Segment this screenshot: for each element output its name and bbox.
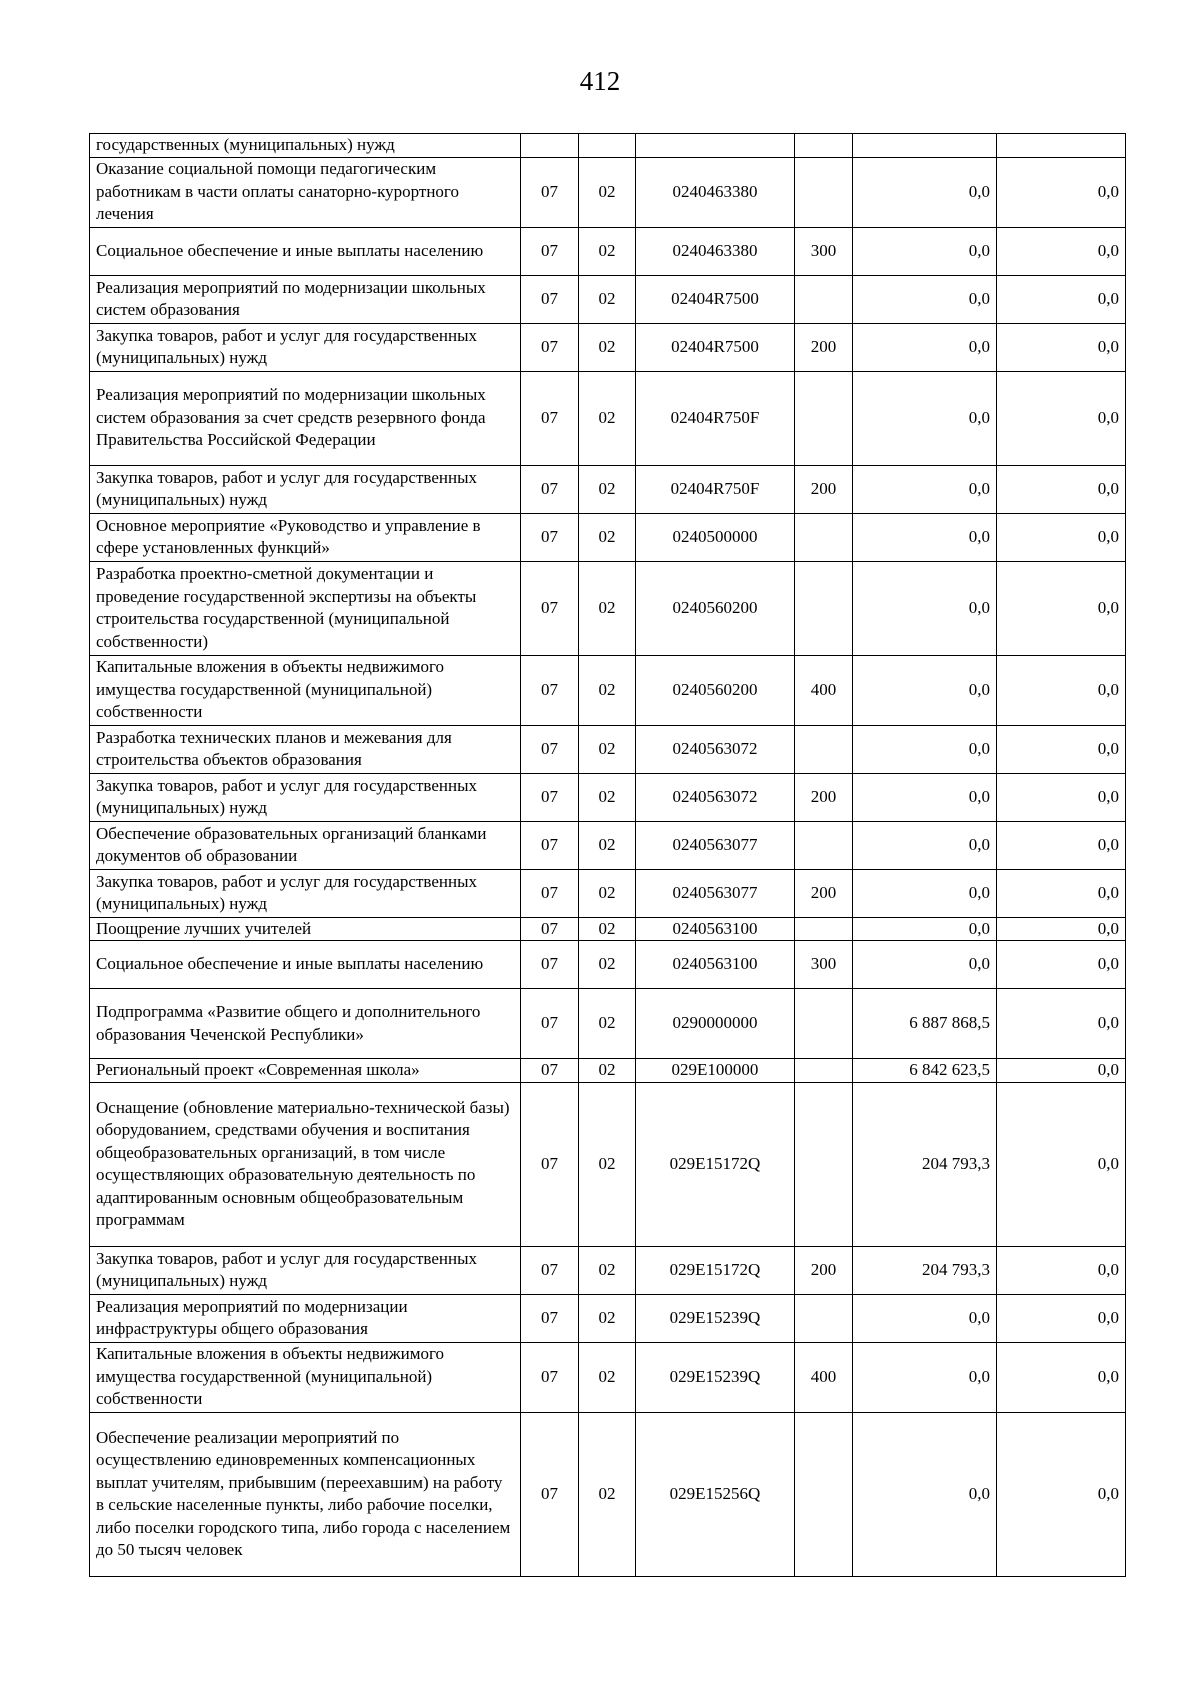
table-row	[90, 513, 1126, 561]
amount-cell-2: 0,0	[997, 513, 1126, 561]
subsection-code-cell: 02	[579, 1294, 636, 1342]
expense-type-cell	[795, 821, 853, 869]
amount-cell-1: 0,0	[853, 371, 997, 465]
expense-name-cell: Оказание социальной помощи педагогическим работникам в части оплаты санаторно-курортного лечения	[90, 157, 521, 227]
amount-cell-2: 0,0	[997, 227, 1126, 275]
expense-type-cell: 300	[795, 227, 853, 275]
subsection-code-cell	[579, 134, 636, 158]
section-code-cell: 07	[521, 1412, 579, 1576]
subsection-code-cell: 02	[579, 821, 636, 869]
table-row	[90, 1412, 1126, 1576]
amount-cell-2	[997, 134, 1126, 158]
subsection-code-cell: 02	[579, 917, 636, 941]
target-article-cell: 0240563100	[636, 917, 795, 941]
subsection-code-cell: 02	[579, 371, 636, 465]
amount-cell-1: 0,0	[853, 513, 997, 561]
amount-cell-2: 0,0	[997, 371, 1126, 465]
expense-name-cell: Закупка товаров, работ и услуг для государственных (муниципальных) нужд	[90, 1246, 521, 1294]
target-article-cell: 0240463380	[636, 227, 795, 275]
amount-cell-1: 0,0	[853, 821, 997, 869]
expense-type-cell	[795, 989, 853, 1059]
section-code-cell: 07	[521, 821, 579, 869]
section-code-cell: 07	[521, 1246, 579, 1294]
expense-name-cell: Оснащение (обновление материально-технической базы) оборудованием, средствами обучения и воспитания общеобразовательных организаций, в том числе осуществляющих образовательную деятельность по адаптированным основным общеобразовательным программам	[90, 1082, 521, 1246]
section-code-cell: 07	[521, 513, 579, 561]
target-article-cell: 029Е15239Q	[636, 1342, 795, 1412]
section-code-cell: 07	[521, 725, 579, 773]
amount-cell-1: 6 887 868,5	[853, 989, 997, 1059]
section-code-cell: 07	[521, 869, 579, 917]
expense-name-cell: Реализация мероприятий по модернизации школьных систем образования	[90, 275, 521, 323]
target-article-cell: 02404R750F	[636, 465, 795, 513]
target-article-cell: 029Е15172Q	[636, 1082, 795, 1246]
subsection-code-cell: 02	[579, 561, 636, 655]
expense-type-cell	[795, 917, 853, 941]
expense-type-cell	[795, 1082, 853, 1246]
amount-cell-2: 0,0	[997, 1342, 1126, 1412]
amount-cell-2: 0,0	[997, 465, 1126, 513]
target-article-cell: 029Е15172Q	[636, 1246, 795, 1294]
amount-cell-1: 204 793,3	[853, 1082, 997, 1246]
amount-cell-2: 0,0	[997, 1294, 1126, 1342]
section-code-cell: 07	[521, 227, 579, 275]
section-code-cell: 07	[521, 275, 579, 323]
table-row	[90, 655, 1126, 725]
amount-cell-1: 0,0	[853, 323, 997, 371]
target-article-cell	[636, 134, 795, 158]
subsection-code-cell: 02	[579, 725, 636, 773]
amount-cell-1: 0,0	[853, 917, 997, 941]
subsection-code-cell: 02	[579, 227, 636, 275]
expense-type-cell	[795, 725, 853, 773]
target-article-cell: 029Е15256Q	[636, 1412, 795, 1576]
target-article-cell: 0290000000	[636, 989, 795, 1059]
table-row	[90, 134, 1126, 158]
subsection-code-cell: 02	[579, 323, 636, 371]
amount-cell-2: 0,0	[997, 821, 1126, 869]
expense-type-cell	[795, 1412, 853, 1576]
section-code-cell: 07	[521, 465, 579, 513]
amount-cell-2: 0,0	[997, 989, 1126, 1059]
subsection-code-cell: 02	[579, 655, 636, 725]
expense-name-cell: Реализация мероприятий по модернизации школьных систем образования за счет средств резервного фонда Правительства Российской Федерации	[90, 371, 521, 465]
expense-type-cell	[795, 157, 853, 227]
subsection-code-cell: 02	[579, 869, 636, 917]
table-row	[90, 561, 1126, 655]
expense-name-cell: государственных (муниципальных) нужд	[90, 134, 521, 158]
table-row	[90, 157, 1126, 227]
table-row	[90, 869, 1126, 917]
amount-cell-1: 0,0	[853, 1342, 997, 1412]
expense-type-cell	[795, 561, 853, 655]
amount-cell-2: 0,0	[997, 1412, 1126, 1576]
amount-cell-1: 0,0	[853, 157, 997, 227]
table-row	[90, 989, 1126, 1059]
page-number: 412	[579, 66, 621, 96]
amount-cell-1: 0,0	[853, 869, 997, 917]
subsection-code-cell: 02	[579, 1059, 636, 1083]
table-row	[90, 371, 1126, 465]
expense-name-cell: Социальное обеспечение и иные выплаты населению	[90, 227, 521, 275]
subsection-code-cell: 02	[579, 1246, 636, 1294]
target-article-cell: 0240560200	[636, 561, 795, 655]
amount-cell-1: 0,0	[853, 1412, 997, 1576]
expense-name-cell: Обеспечение образовательных организаций бланками документов об образовании	[90, 821, 521, 869]
amount-cell-1: 0,0	[853, 465, 997, 513]
table-row	[90, 323, 1126, 371]
amount-cell-2: 0,0	[997, 773, 1126, 821]
budget-table	[89, 133, 1126, 1577]
amount-cell-2: 0,0	[997, 655, 1126, 725]
target-article-cell: 02404R750F	[636, 371, 795, 465]
expense-type-cell	[795, 371, 853, 465]
section-code-cell: 07	[521, 989, 579, 1059]
section-code-cell: 07	[521, 1059, 579, 1083]
section-code-cell	[521, 134, 579, 158]
amount-cell-2: 0,0	[997, 725, 1126, 773]
amount-cell-1: 0,0	[853, 655, 997, 725]
expense-name-cell: Региональный проект «Современная школа»	[90, 1059, 521, 1083]
expense-name-cell: Капитальные вложения в объекты недвижимого имущества государственной (муниципальной) собственности	[90, 655, 521, 725]
section-code-cell: 07	[521, 941, 579, 989]
table-row	[90, 1059, 1126, 1083]
target-article-cell: 0240563077	[636, 821, 795, 869]
expense-name-cell: Основное мероприятие «Руководство и управление в сфере установленных функций»	[90, 513, 521, 561]
expense-type-cell	[795, 1294, 853, 1342]
table-row	[90, 773, 1126, 821]
expense-name-cell: Закупка товаров, работ и услуг для государственных (муниципальных) нужд	[90, 465, 521, 513]
table-row	[90, 1082, 1126, 1246]
expense-type-cell: 200	[795, 465, 853, 513]
expense-type-cell	[795, 275, 853, 323]
section-code-cell: 07	[521, 371, 579, 465]
section-code-cell: 07	[521, 1294, 579, 1342]
expense-type-cell	[795, 134, 853, 158]
table-row	[90, 1294, 1126, 1342]
target-article-cell: 0240463380	[636, 157, 795, 227]
amount-cell-2: 0,0	[997, 1059, 1126, 1083]
subsection-code-cell: 02	[579, 465, 636, 513]
expense-type-cell: 200	[795, 773, 853, 821]
expense-name-cell: Поощрение лучших учителей	[90, 917, 521, 941]
table-row	[90, 227, 1126, 275]
amount-cell-2: 0,0	[997, 1246, 1126, 1294]
table-row	[90, 1246, 1126, 1294]
amount-cell-1: 6 842 623,5	[853, 1059, 997, 1083]
subsection-code-cell: 02	[579, 941, 636, 989]
expense-name-cell: Подпрограмма «Развитие общего и дополнительного образования Чеченской Республики»	[90, 989, 521, 1059]
amount-cell-1: 0,0	[853, 1294, 997, 1342]
table-row	[90, 465, 1126, 513]
subsection-code-cell: 02	[579, 157, 636, 227]
amount-cell-2: 0,0	[997, 869, 1126, 917]
section-code-cell: 07	[521, 917, 579, 941]
subsection-code-cell: 02	[579, 989, 636, 1059]
expense-type-cell: 400	[795, 655, 853, 725]
expense-name-cell: Закупка товаров, работ и услуг для государственных (муниципальных) нужд	[90, 323, 521, 371]
expense-name-cell: Реализация мероприятий по модернизации инфраструктуры общего образования	[90, 1294, 521, 1342]
section-code-cell: 07	[521, 323, 579, 371]
target-article-cell: 0240563072	[636, 725, 795, 773]
amount-cell-1: 0,0	[853, 227, 997, 275]
amount-cell-1: 0,0	[853, 561, 997, 655]
subsection-code-cell: 02	[579, 275, 636, 323]
amount-cell-2: 0,0	[997, 561, 1126, 655]
subsection-code-cell: 02	[579, 773, 636, 821]
table-row	[90, 917, 1126, 941]
expense-type-cell: 400	[795, 1342, 853, 1412]
expense-name-cell: Разработка проектно-сметной документации и проведение государственной экспертизы на объекты строительства государственной (муниципальной собственности)	[90, 561, 521, 655]
table-row	[90, 941, 1126, 989]
table-body	[90, 134, 1126, 1577]
amount-cell-2: 0,0	[997, 941, 1126, 989]
section-code-cell: 07	[521, 1082, 579, 1246]
table-row	[90, 821, 1126, 869]
amount-cell-1	[853, 134, 997, 158]
subsection-code-cell: 02	[579, 513, 636, 561]
section-code-cell: 07	[521, 1342, 579, 1412]
expense-name-cell: Разработка технических планов и межевания для строительства объектов образования	[90, 725, 521, 773]
amount-cell-1: 0,0	[853, 941, 997, 989]
table-row	[90, 275, 1126, 323]
expense-name-cell: Капитальные вложения в объекты недвижимого имущества государственной (муниципальной) собственности	[90, 1342, 521, 1412]
section-code-cell: 07	[521, 655, 579, 725]
expense-type-cell	[795, 1059, 853, 1083]
section-code-cell: 07	[521, 157, 579, 227]
amount-cell-2: 0,0	[997, 917, 1126, 941]
amount-cell-2: 0,0	[997, 323, 1126, 371]
target-article-cell: 0240560200	[636, 655, 795, 725]
expense-type-cell	[795, 513, 853, 561]
section-code-cell: 07	[521, 561, 579, 655]
amount-cell-2: 0,0	[997, 275, 1126, 323]
expense-type-cell: 200	[795, 869, 853, 917]
amount-cell-2: 0,0	[997, 1082, 1126, 1246]
amount-cell-2: 0,0	[997, 157, 1126, 227]
table-row	[90, 1342, 1126, 1412]
subsection-code-cell: 02	[579, 1412, 636, 1576]
target-article-cell: 0240563077	[636, 869, 795, 917]
target-article-cell: 0240500000	[636, 513, 795, 561]
expense-name-cell: Закупка товаров, работ и услуг для государственных (муниципальных) нужд	[90, 773, 521, 821]
target-article-cell: 02404R7500	[636, 323, 795, 371]
target-article-cell: 0240563072	[636, 773, 795, 821]
amount-cell-1: 0,0	[853, 773, 997, 821]
subsection-code-cell: 02	[579, 1082, 636, 1246]
amount-cell-1: 0,0	[853, 725, 997, 773]
subsection-code-cell: 02	[579, 1342, 636, 1412]
target-article-cell: 0240563100	[636, 941, 795, 989]
amount-cell-1: 0,0	[853, 275, 997, 323]
target-article-cell: 02404R7500	[636, 275, 795, 323]
expense-type-cell: 200	[795, 1246, 853, 1294]
expense-name-cell: Закупка товаров, работ и услуг для государственных (муниципальных) нужд	[90, 869, 521, 917]
amount-cell-1: 204 793,3	[853, 1246, 997, 1294]
target-article-cell: 029Е100000	[636, 1059, 795, 1083]
table-row	[90, 725, 1126, 773]
expense-name-cell: Социальное обеспечение и иные выплаты населению	[90, 941, 521, 989]
section-code-cell: 07	[521, 773, 579, 821]
expense-name-cell: Обеспечение реализации мероприятий по осуществлению единовременных компенсационных выплат учителям, прибывшим (переехавшим) на работу в сельские населенные пункты, либо рабочие поселки, либо поселки городского типа, либо города с населением до 50 тысяч человек	[90, 1412, 521, 1576]
expense-type-cell: 300	[795, 941, 853, 989]
expense-type-cell: 200	[795, 323, 853, 371]
target-article-cell: 029Е15239Q	[636, 1294, 795, 1342]
